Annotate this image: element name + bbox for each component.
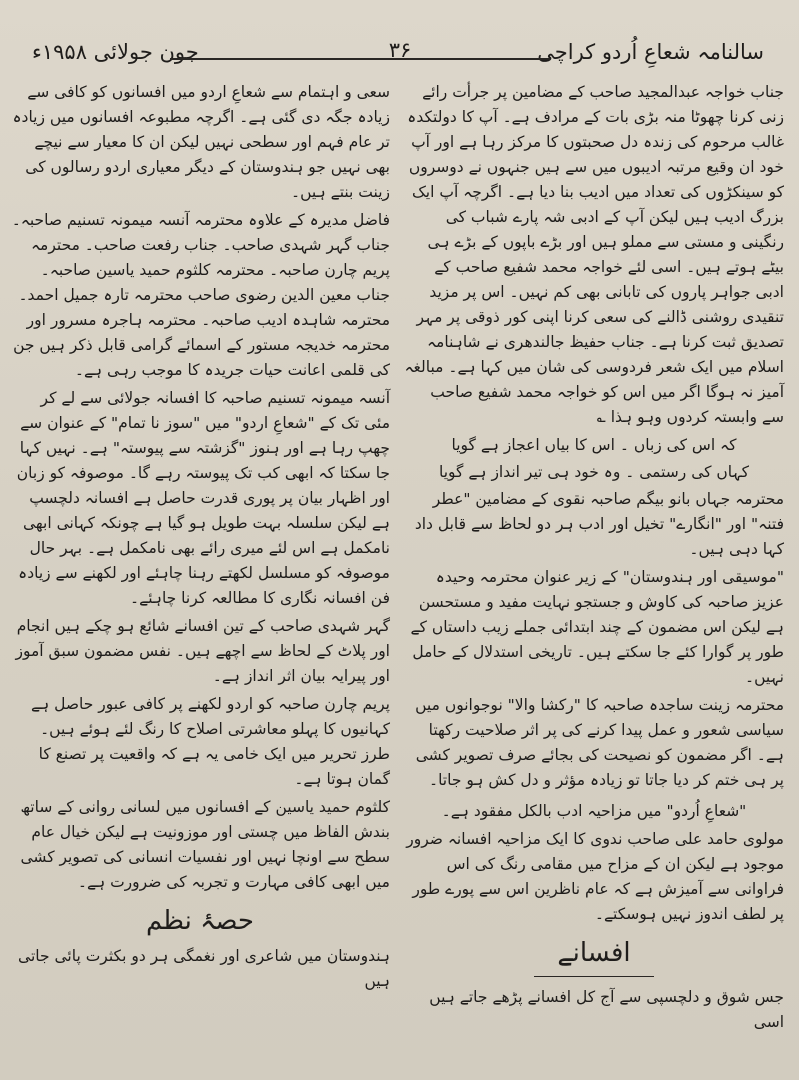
paragraph: "شعاعِ اُردو" میں مزاحیہ ادب بالکل مفقود ہے۔ <box>441 802 747 820</box>
paragraph: مولوی حامد علی صاحب ندوی کا ایک مزاحیہ افسانہ ضرور موجود ہے لیکن ان کے مزاح میں مقامی رنگ کی اس فراوانی سے آمیزش ہے کہ عام ناظرین اس سے پورے طور پر لطف اندوز نہیں ہوسکتے۔ <box>406 830 784 923</box>
paragraph: آنسہ میمونہ تسنیم صاحبہ کا افسانہ جولائی سے لے کر مئی تک کے "شعاعِ اردو" میں "سوز نا تمام" کے عنوان سے چھپ رہا ہے اور ہنوز "گزشتہ سے پیوستہ" ہے۔ نہیں کہا جا سکتا کہ ابھی کب تک پیوستہ رہے گا۔ موصوفہ کو زبان اور اظہار بیان پر پوری قدرت حاصل ہے افسانہ دلچسپ ہے لیکن سلسلہ بہت طویل ہو گیا ہے چونکہ کہانی ابھی نامکمل ہے اس لئے میری رائے بھی نامکمل ہے۔ بہر حال موصوفہ کو مسلسل لکھتے رہنا چاہئے اور لکھنے سے زیادہ فن افسانہ نگاری کا مطالعہ کرنا چاہئے۔ <box>16 389 390 607</box>
paragraph: "موسیقی اور ہندوستان" کے زیر عنوان محترمہ وحیدہ عزیز صاحبہ کی کاوش و جستجو نہایت مفید و مستحسن ہے لیکن اس مضمون کے چند ابتدائی جملے زیب داستاں کے طور پر گوارا کئے جا سکتے ہیں۔ تاریخی استدلال کے حامل نہیں۔ <box>410 568 784 686</box>
paragraph: محترمہ زینت ساجدہ صاحبہ کا "رکشا والا" نوجوانوں میں سیاسی شعور و عمل پیدا کرنے کی پر اثر صلاحیت رکھتا ہے۔ اگر مضمون کو نصیحت کی بجائے صرف تصویر کشی پر ہی ختم کر دیا جاتا تو زیادہ مؤثر و دل کش ہو جاتا۔ <box>415 696 784 789</box>
right-column <box>404 80 784 1038</box>
paragraph: محترمہ جہاں بانو بیگم صاحبہ نقوی کے مضامین "عطر فتنہ" اور "انگارے" تخیل اور ادب ہر دو لحاظ سے قابل داد کہا دہی ہیں۔ <box>414 490 784 558</box>
paragraph: پریم چارن صاحبہ کو اردو لکھنے پر کافی عبور حاصل ہے کہانیوں کا پہلو معاشرتی اصلاح کا رنگ لئے ہوئے ہیں۔ طرز تحریر میں ایک خامی یہ ہے کہ واقعیت پر تصنع کا گمان ہوتا ہے۔ <box>31 695 390 788</box>
heading-rule <box>534 976 654 977</box>
verse-line: کہاں کی رستمی ۔ وہ خود ہی تیر انداز ہے گویا <box>439 463 749 481</box>
issue-date: جون جولائی ۱۹۵۸ء <box>32 40 199 64</box>
section-heading: حصۂ نظم <box>146 906 254 936</box>
paragraph: سعی و اہتمام سے شعاعِ اردو میں افسانوں کو کافی سے زیادہ جگہ دی گئی ہے۔ اگرچہ مطبوعہ افسانوں میں زیادہ تر عام فہم اور سطحی نہیں لیکن ان کا معیار سے نیچے بھی نہیں جو ہندوستان کے دیگر معیاری اردو رسالوں کی زینت بنتے ہیں۔ <box>12 83 390 201</box>
header-rule <box>170 58 550 60</box>
paragraph: جس شوق و دلچسپی سے آج کل افسانے پڑھے جاتے ہیں اسی <box>429 988 784 1031</box>
page-number: ۳۶ <box>388 38 412 62</box>
paragraph: فاضل مدیرہ کے علاوہ محترمہ آنسہ میمونہ تسنیم صاحبہ۔ جناب گہر شہدی صاحب۔ جناب رفعت صاحب۔ محترمہ پریم چارن صاحبہ۔ محترمہ کلثوم حمید یاسین صاحبہ۔ جناب معین الدین رضوی صاحب محترمہ تارہ جمیل احمد۔ محترمہ شاہدہ ادیب صاحبہ۔ محترمہ ہاجرہ مسرور اور محترمہ خدیجہ مستور کے اسمائے گرامی قابل ذکر ہیں جن کی قلمی اعانت حیات جریدہ کا موجب رہی ہے۔ <box>11 211 390 379</box>
paragraph: گہر شہدی صاحب کے تین افسانے شائع ہو چکے ہیں انجام اور پلاٹ کے لحاظ سے اچھے ہیں۔ نفس مضمون سبق آموز اور پیرایہ بیان اثر انداز ہے۔ <box>15 617 390 685</box>
paragraph: ہندوستان میں شاعری اور نغمگی ہر دو بکثرت پائی جاتی ہیں <box>18 947 390 990</box>
paragraph: جناب خواجہ عبدالمجید صاحب کے مضامین پر جرأت رائے زنی کرنا چھوٹا منہ بڑی بات کے مرادف ہے۔ آپ کا دولتکدہ غالب مرحوم کی زندہ دل صحبتوں کا مرکز رہا ہے اور آپ خود ان وقیع مرتبہ ادیبوں میں سے ہیں جنہوں نے دوسروں کو سینکڑوں کی تعداد میں ادیب بنا دیا ہے۔ اگرچہ آپ ایک بزرگ ادیب ہیں لیکن آپ کے ادبی شہ پارے شباب کی رنگینی و مستی سے مملو ہیں اور بڑے باپوں کے بڑے ہی بیٹے ہوتے ہیں۔ اسی لئے خواجہ محمد شفیع صاحب کے ادبی جواہر پاروں کی تابانی بھی کم نہیں۔ اس پر مزید تنقیدی روشنی ڈالنے کی سعی کرنا اپنی کور ذوقی پر مہر تصدیق ثبت کرنا ہے۔ جناب حفیظ جالندھری نے شاہنامہ اسلام میں ایک شعر فردوسی کی شان میں کہا ہے۔ مبالغہ آمیز نہ ہوگا اگر میں اس کو خواجہ محمد شفیع صاحب سے وابستہ کردوں وہو ہذا ؎ <box>404 83 784 426</box>
verse-line: کہ اس کی زباں ۔ اس کا بیاں اعجاز ہے گویا <box>451 436 737 454</box>
magazine-title: سالنامہ شعاعِ اُردو کراچی <box>537 40 764 64</box>
running-header <box>20 34 780 74</box>
left-column <box>10 80 390 997</box>
section-heading: افسانے <box>557 938 631 968</box>
paragraph: کلثوم حمید یاسین کے افسانوں میں لسانی روانی کے ساتھ بندش الفاظ میں چستی اور موزونیت ہے لیکن خیال عام سطح سے اونچا نہیں اور نفسیات انسانی کی تصویر کشی میں ابھی کافی مہارت و تجربہ کی ضرورت ہے۔ <box>20 798 390 891</box>
